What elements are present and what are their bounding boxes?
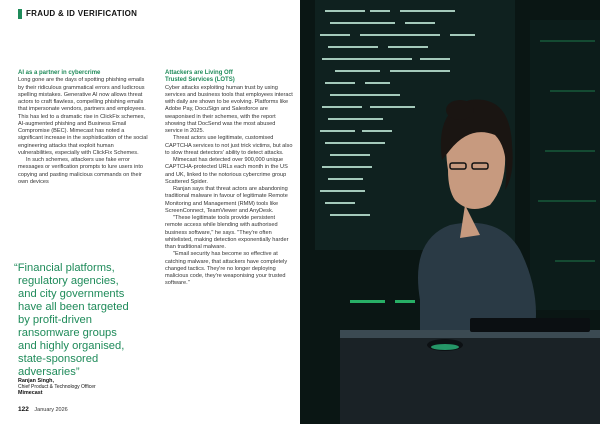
pull-quote-line: “Financial platforms,	[14, 262, 115, 274]
section-accent-bar	[18, 9, 22, 19]
pull-quote-line: state-sponsored	[18, 353, 99, 365]
column-2-heading-line: Attackers are Living Off	[165, 70, 233, 76]
pull-quote	[14, 262, 156, 379]
author-company: Mimecast	[18, 390, 43, 396]
page-footer	[18, 406, 68, 413]
pull-quote-line: and city governments	[18, 288, 125, 300]
photo-illustration	[300, 0, 600, 424]
column-2-paragraph: "These legitimate tools provide persistent remote access while blending with authorised business software," he says. "They're often whitelisted, making detection exponentially harder than traditional malware.	[165, 215, 289, 250]
pull-quote-line: and highly organised,	[18, 340, 125, 352]
author-name: Ranjan Singh,	[18, 378, 54, 384]
desk-and-keyboard	[340, 318, 600, 424]
author-title: Chief Product & Technology Officer	[18, 384, 96, 390]
column-1-paragraph: Long gone are the days of spotting phishing emails by their ridiculous grammatical errors and ludicrous spelling mistakes. Generative AI now allows threat actors to craft flawless, compelling phishing emails that impersonate vendors, partners and employees. This has led to a dramatic rise in ClickFix schemes, AI-augmented phishing and Business Email Compromise (BEC). Mimecast has noted a significant increase in the sophistication of the social engineering attacks that exploit human vulnerabilities, especially with ClickFix Schemes.	[18, 77, 148, 156]
column-2-paragraph: Mimecast has detected over 900,000 unique CAPTCHA-protected URLs each month in the US and UK, linked to the notorious cybercrime group Scattered Spider.	[165, 157, 288, 185]
column-2-heading-line: Trusted Services (LOTS)	[165, 77, 235, 84]
column-2-paragraph: Ranjan says that threat actors are abandoning traditional malware in favour of legitimate Remote Monitoring and Management (RMM) tools like ScreenConnect, TeamViewer and AnyDesk.	[165, 186, 288, 214]
page-number: 122	[18, 406, 29, 413]
pull-quote-line: adversaries”	[18, 366, 80, 378]
pull-quote-line: ransomware groups	[18, 327, 117, 339]
hero-photo	[300, 0, 600, 424]
quote-attribution	[18, 378, 96, 396]
article-column-1	[18, 70, 148, 186]
section-title: FRAUD & ID VERIFICATION	[26, 9, 138, 18]
column-1-paragraph: In such schemes, attackers use fake error messages or verification prompts to lure users into copying and pasting malicious commands on their own devices	[18, 157, 143, 185]
issue-date: January 2026	[34, 407, 68, 413]
pull-quote-line: regulatory agencies,	[18, 275, 119, 287]
column-2-paragraph: Cyber attacks exploiting human trust by using services and business tools that employees interact with daily are shown to be evolving. Platforms like Adobe Pay, DocuSign and Salesforce are weaponised in their schemes, with the report showing that DocSend was the most abused service in 2025.	[165, 84, 293, 134]
pull-quote-line: have all been targeted	[18, 301, 129, 313]
column-2-paragraph: "Email security has become so effective at catching malware, that attackers have completely changed tactics. They're no longer deploying malicious code, they're weaponising your trusted software."	[165, 251, 288, 287]
pull-quote-line: by profit-driven	[18, 314, 92, 326]
column-2-heading	[165, 70, 293, 85]
article-column-2	[165, 70, 293, 288]
column-2-paragraph: Threat actors use legitimate, customised CAPTCHA services to not just trick victims, but also to slow threat detectors' ability to detect attacks.	[165, 135, 293, 156]
column-1-heading: AI as a partner in cybercrime	[18, 70, 101, 76]
